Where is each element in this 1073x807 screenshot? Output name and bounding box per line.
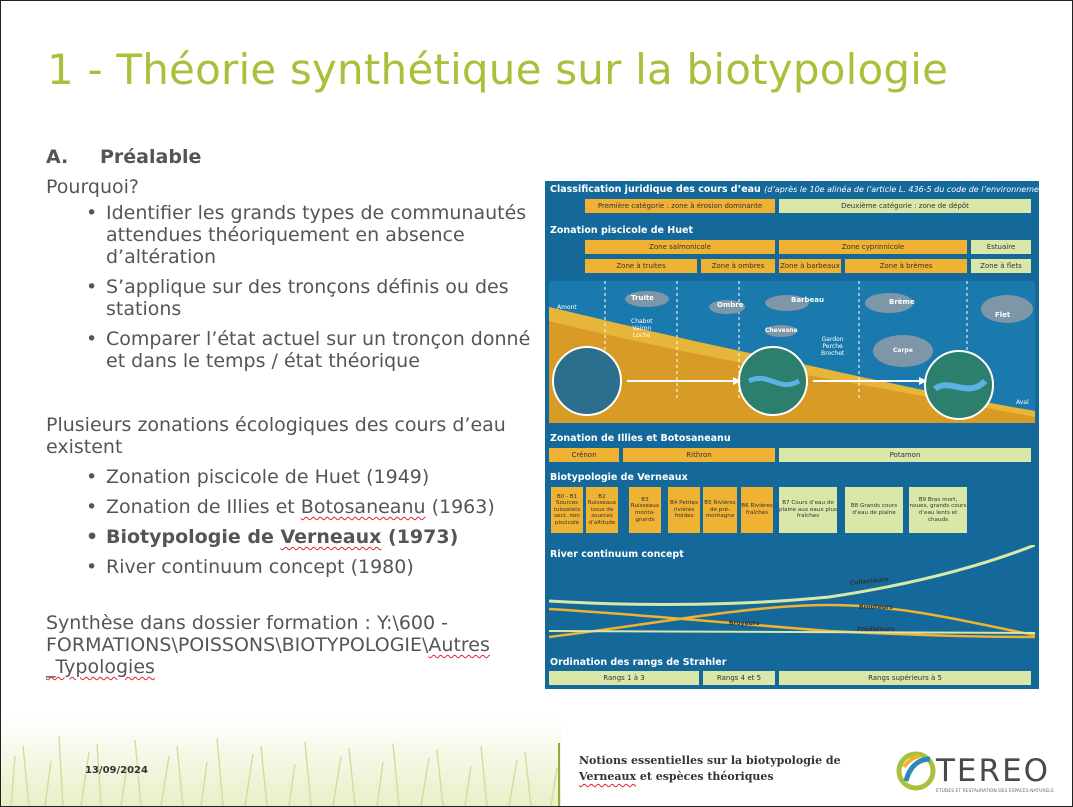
grass-decoration [1,716,561,806]
fish-label: Flet [995,311,1011,319]
list-item: • Identifier les grands types de communautés attendues théoriquement en absence d’altération [86,202,527,268]
list-item: • Zonation de Illies et Botosaneanu (1963) [86,496,495,518]
band: Zone à flets [971,259,1031,273]
why-list [46,202,536,372]
biotypology-figure [545,181,1051,689]
figure-section-title: River continuum concept [550,549,684,560]
band: Potamon [779,448,1031,462]
band: Rangs 4 et 5 [703,671,775,685]
band: Deuxième catégorie : zone de dépôt [779,199,1031,213]
section-label: Préalable [100,146,202,168]
biotype-cell: B9 Bras mort, noues, grands cours d’eau lents et chauds [909,487,967,533]
footer-divider [558,743,560,806]
figure-section-title: Zonation de Illies et Botosaneanu [550,433,731,444]
band: Rangs supérieurs à 5 [779,671,1031,685]
biotype-cell: B6 Rivières fraîches [741,487,773,533]
logo-text: TEREO [936,753,1051,789]
biotype-cell: B8 Grands cours d’eau de plaine [845,487,903,533]
footer-date: 13/09/2024 [85,765,148,776]
fish-label: Barbeau [791,296,824,304]
river-continuum-curves [549,545,1035,645]
slide-title: 1 - Théorie synthétique sur la biotypologie [47,45,949,94]
biotype-cell: B7 Cours d’eau de plaine aux eaux plus fraîches [779,487,837,533]
band: Zone salmonicole [585,240,775,254]
footer-title: Notions essentielles sur la biotypologie de Verneaux et espèces théoriques [579,754,841,783]
curve-label: Prédateurs [857,626,895,633]
fish-sublist: Gardon Perche Brochet [821,336,845,357]
fish-label: Truite [631,294,654,302]
synthese-text: Synthèse dans dossier formation : Y:\600 - FORMATIONS\POISSONS\BIOTYPOLOGIE\Autres _Typologies [46,612,490,678]
band: Première catégorie : zone à érosion dominante [585,199,775,213]
band: Estuaire [971,240,1031,254]
logo-subtitle: ÉTUDES ET RESTAURATION DES ESPACES NATURELS [936,789,1054,794]
biotype-cell: B3 Ruisseaux monta-gnards [629,487,661,533]
biotype-cell: B4 Petites rivières froides [668,487,700,533]
band: Zone cyprinnicole [779,240,967,254]
biotype-cell: B5 Rivières de pré-montagne [703,487,737,533]
tereo-logo-icon [896,751,936,791]
section-heading [46,146,536,168]
why-text: Pourquoi? [46,176,140,198]
list-item: • Comparer l’état actuel sur un tronçon donné et dans le temps / état théorique [86,328,531,372]
band: Zone à truites [585,259,697,273]
band: Rithron [623,448,775,462]
figure-section-title: Biotypologie de Verneaux [550,472,688,483]
section-number: A. [46,146,69,168]
zonation-list [46,466,536,578]
figure-section-title: Ordination des rangs de Strahler [550,657,727,668]
biotype-cell: B0 - B1 Sources ruisselets sect. non piscicole [551,487,583,533]
curve-label: Broyeurs [729,620,760,627]
figure-section-title: Zonation piscicole de Huet [550,225,693,236]
slide-body [46,146,536,678]
aval-label: Aval [1016,399,1029,406]
list-item: • Zonation piscicole de Huet (1949) [86,466,430,488]
curve-label: Brouteurs [859,604,893,611]
curve-label: Collecteurs [849,576,889,587]
list-item: • Biotypologie de Verneaux (1973) [86,526,459,548]
fish-sublist: Chabot Vairon Loche [631,318,653,339]
band: Zone à barbeaux [779,259,841,273]
fish-label: Chevesne [765,327,798,334]
band: Zone à ombres [701,259,775,273]
biotype-cell: B2 Ruisseaux issus de sources d’altitude [586,487,618,533]
figure-section-title: Classification juridique des cours d’eau (d’après le 10e alinéa de l’article L. 436-5 du code de l’environnement) [550,184,1051,195]
fish-label: Carpe [893,347,913,354]
list-item: • S’applique sur des tronçons définis ou des stations [86,276,509,320]
band: Crénon [549,448,619,462]
fish-label: Brème [889,298,915,306]
list-item: • River continuum concept (1980) [86,556,414,578]
amont-label: Amont [557,304,577,311]
band: Rangs 1 à 3 [549,671,699,685]
band: Zone à brèmes [845,259,967,273]
zonations-intro: Plusieurs zonations écologiques des cours d’eau existent [46,414,506,458]
fish-label: Ombre [717,301,744,309]
